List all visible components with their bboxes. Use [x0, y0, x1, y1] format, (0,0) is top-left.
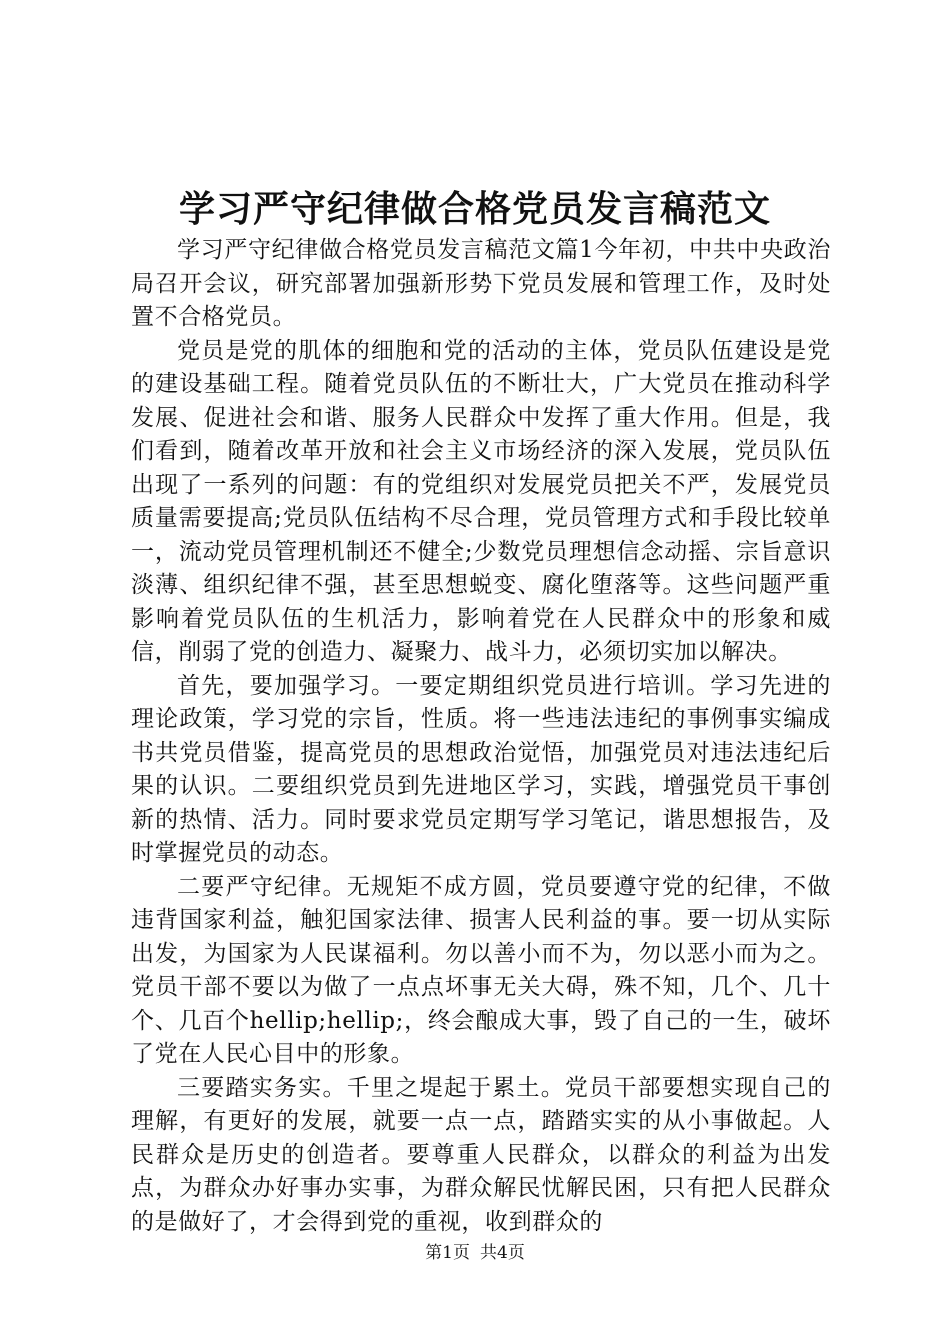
page-footer [0, 1241, 950, 1265]
document-title: 学习严守纪律做合格党员发言稿范文 [178, 188, 771, 230]
paragraph: 首先，要加强学习。一要定期组织党员进行培训。学习先进的理论政策，学习党的宗旨，性质。将一些违法违纪的事例事实编成书共党员借鉴，提高党员的思想政治觉悟，加强党员对违法违纪后果的认识。二要组织党员到先进地区学习，实践，增强党员干事创新的热情、活力。同时要求党员定期写学习笔记，谐思想报告，及时掌握党员的动态。 [131, 672, 831, 866]
paragraph: 三要踏实务实。千里之堤起于累土。党员干部要想实现自己的理解，有更好的发展，就要一点一点，踏踏实实的从小事做起。人民群众是历史的创造者。要尊重人民群众，以群众的利益为出发点，为群众办好事办实事，为群众解民忧解民困，只有把人民群众的是做好了，才会得到党的重视，收到群众的 [131, 1074, 831, 1235]
paragraph: 学习严守纪律做合格党员发言稿范文篇1今年初，中共中央政治局召开会议，研究部署加强新形势下党员发展和管理工作，及时处置不合格党员。 [131, 237, 831, 330]
document-body [131, 234, 831, 1239]
page-number: 第1页 [425, 1243, 470, 1263]
page-total: 共4页 [480, 1243, 525, 1263]
paragraph: 党员是党的肌体的细胞和党的活动的主体，党员队伍建设是党的建设基础工程。随着党员队伍的不断壮大，广大党员在推动科学发展、促进社会和谐、服务人民群众中发挥了重大作用。但是，我们看到，随着改革开放和社会主义市场经济的深入发展，党员队伍出现了一系列的问题：有的党组织对发展党员把关不严，发展党员质量需要提高;党员队伍结构不尽合理，党员管理方式和手段比较单一，流动党员管理机制还不健全;少数党员理想信念动摇、宗旨意识淡薄、组织纪律不强，甚至思想蜕变、腐化堕落等。这些问题严重影响着党员队伍的生机活力，影响着党在人民群众中的形象和威信，削弱了党的创造力、凝聚力、战斗力，必须切实加以解决。 [131, 337, 831, 665]
paragraph: 二要严守纪律。无规矩不成方圆，党员要遵守党的纪律，不做违背国家利益，触犯国家法律、损害人民利益的事。要一切从实际出发，为国家为人民谋福利。勿以善小而不为，勿以恶小而为之。党员干部不要以为做了一点点坏事无关大碍，殊不知，几个、几十个、几百个hellip;hellip;，终会酿成大事，毁了自己的一生，破坏了党在人民心目中的形象。 [131, 873, 831, 1067]
